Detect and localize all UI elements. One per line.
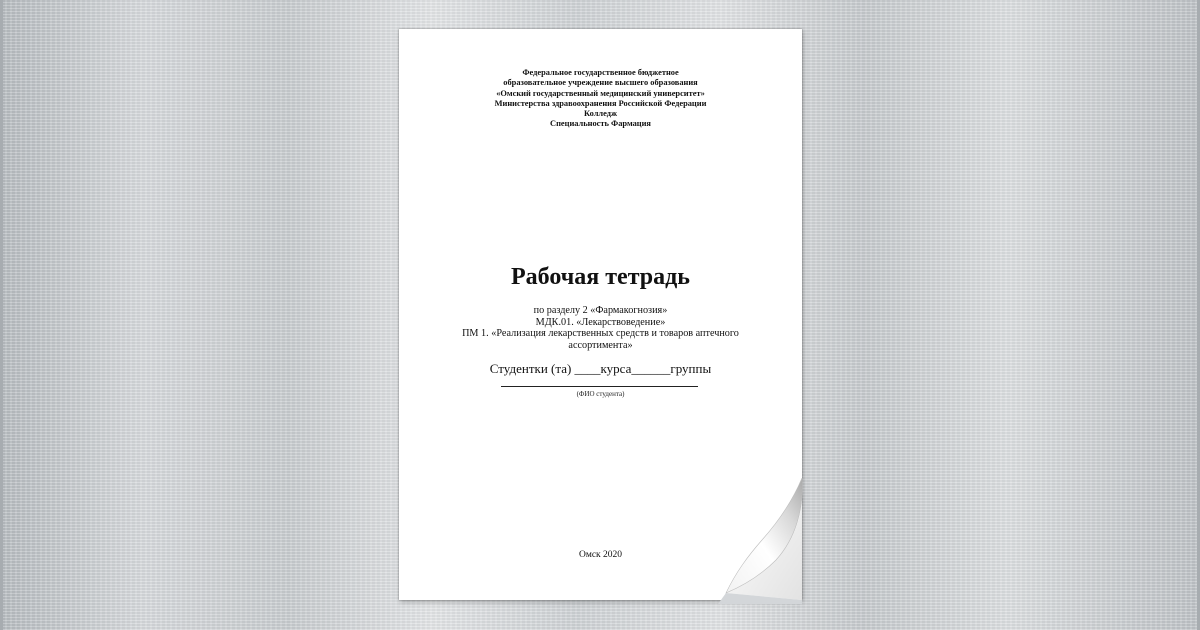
header-line: «Омский государственный медицинский университет»	[496, 88, 705, 98]
document-title: Рабочая тетрадь	[511, 264, 690, 290]
document-subtitle	[419, 305, 782, 351]
fio-caption: (ФИО студента)	[576, 390, 625, 398]
header-line: образовательное учреждение высшего образования	[503, 78, 698, 88]
institution-header	[399, 68, 802, 130]
header-line: Колледж	[583, 109, 618, 119]
subtitle-line: по разделу 2 «Фармакогнозия»	[533, 305, 668, 316]
header-line: Специальность Фармация	[550, 119, 651, 129]
document-page	[399, 29, 802, 600]
subtitle-line: МДК.01. «Лекарствоведение»	[535, 316, 666, 328]
header-line: Федеральное государственное бюджетное	[522, 68, 679, 77]
city-year: Омск 2020	[578, 550, 623, 560]
header-line: Министерства здравоохранения Российской Федерации	[494, 98, 707, 108]
fio-underline	[501, 386, 698, 387]
subtitle-line: ассортимента»	[568, 339, 633, 351]
student-course-group-line: Студентки (та) ____курса______группы	[489, 361, 712, 376]
subtitle-line: ПМ 1. «Реализация лекарственных средств и товаров аптечного	[462, 328, 739, 339]
